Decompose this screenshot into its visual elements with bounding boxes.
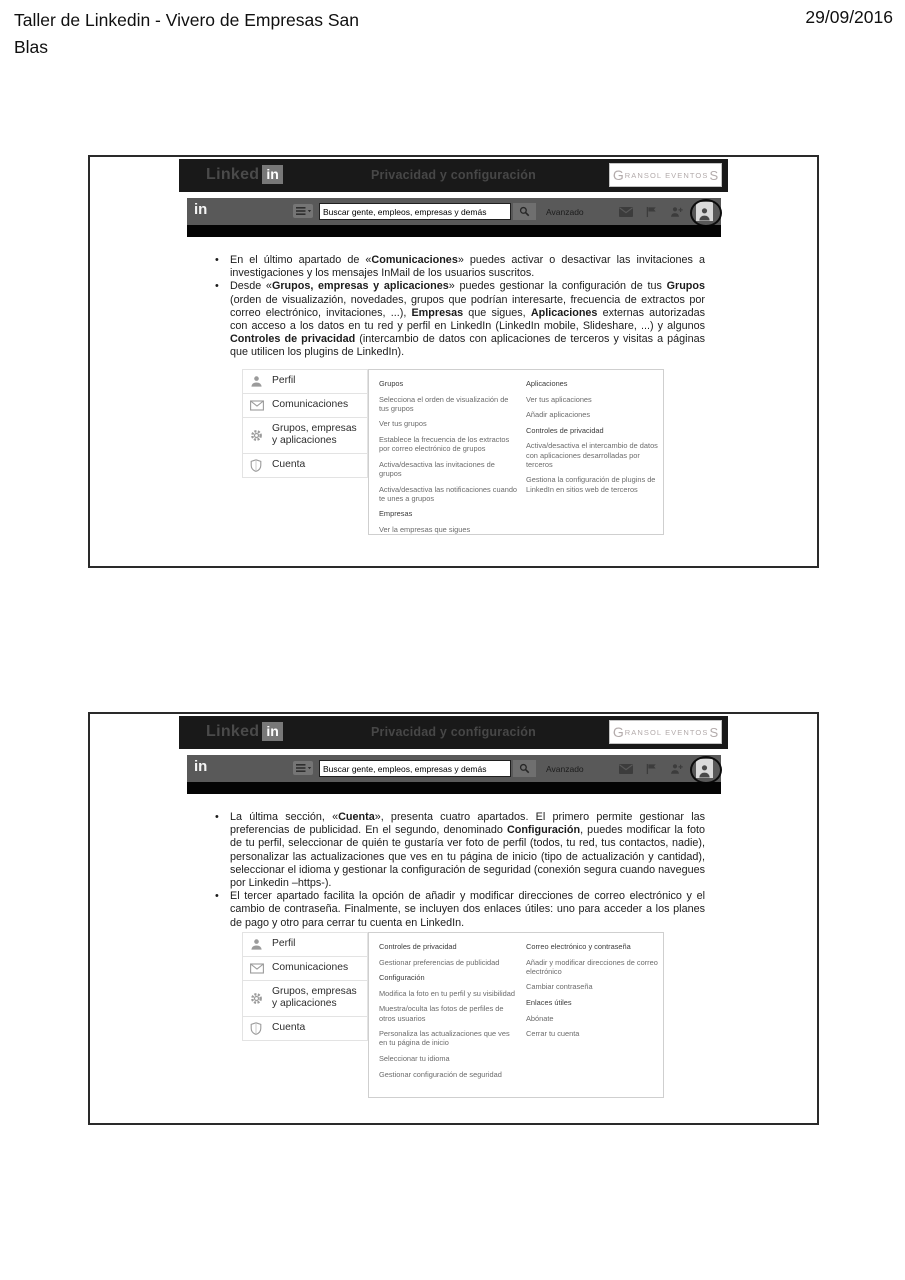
- settings-link[interactable]: Gestionar preferencias de publicidad: [379, 957, 500, 967]
- gear-icon: [250, 429, 265, 442]
- linkedin-navbar: [187, 198, 721, 225]
- bullet-list: [197, 811, 705, 930]
- nav-in-logo[interactable]: in: [194, 201, 208, 218]
- linkedin-logo: [206, 165, 283, 184]
- settings-panel: [368, 932, 664, 1098]
- search-input[interactable]: [319, 203, 511, 220]
- settings-link[interactable]: Gestiona la configuración de plugins de LinkedIn en sitios web de terceros: [526, 475, 656, 494]
- settings-section-header: Controles de privacidad: [526, 425, 604, 435]
- settings-section-header: Configuración: [379, 973, 425, 983]
- sidebar-item-grupos-empresas-aplicaciones[interactable]: [242, 980, 368, 1017]
- settings-sidebar: [242, 369, 368, 478]
- person-icon: [250, 375, 265, 388]
- sidebar-label: Grupos, empresas y aplicaciones: [272, 985, 357, 1009]
- search-input[interactable]: [319, 760, 511, 777]
- sidebar-label: Cuenta: [272, 1021, 306, 1033]
- settings-column-2: [526, 942, 664, 1045]
- brand-middle: RANSOL EVENTOS: [624, 170, 709, 180]
- settings-link[interactable]: Selecciona el orden de visualización de tus grupos: [379, 394, 509, 413]
- brand-final: S: [709, 167, 719, 183]
- advanced-search-link[interactable]: Avanzado: [546, 207, 584, 217]
- add-contact-icon[interactable]: [670, 763, 683, 775]
- envelope-icon: [250, 400, 265, 411]
- sidebar-item-perfil[interactable]: [242, 369, 368, 394]
- mail-icon[interactable]: [619, 207, 633, 217]
- settings-panel: [368, 369, 664, 535]
- settings-link[interactable]: Añadir aplicaciones: [526, 410, 591, 420]
- settings-link[interactable]: Muestra/oculta las fotos de perfiles de otros usuarios: [379, 1004, 504, 1023]
- person-icon: [250, 938, 265, 951]
- sidebar-item-perfil[interactable]: [242, 932, 368, 957]
- settings-link[interactable]: Activa/desactiva el intercambio de datos con aplicaciones desarrolladas por terceros: [526, 441, 658, 469]
- bullet-item: • Desde «Grupos, empresas y aplicaciones» puedes gestionar la configuración de tus Grupos (orden de visualizazión, novedades, grupos que podrían interesarte, frecuencia de extractos por correo electrónico, invitaciones, ...), Empresas que sigues, Aplicaciones externas autorizadas con acceso a los datos en tu red y perfil en LinkedIn (LinkedIn mobile, Slideshare, ...) y algunos Controles de privacidad (intercambio de datos con aplicaciones de terceros y visitas a páginas que utilicen los plugins de LinkedIn).: [197, 280, 705, 359]
- slide-2: [88, 712, 819, 1125]
- linkedin-logo-word: Linked: [206, 722, 260, 740]
- mail-icon[interactable]: [619, 764, 633, 774]
- settings-link[interactable]: Activa/desactiva las invitaciones de grupos: [379, 459, 495, 478]
- sidebar-item-comunicaciones[interactable]: [242, 956, 368, 981]
- flag-icon[interactable]: [646, 763, 657, 775]
- settings-link[interactable]: Ver tus aplicaciones: [526, 394, 592, 404]
- brand-initial: G: [612, 724, 624, 740]
- shield-icon: [250, 459, 265, 472]
- settings-link[interactable]: Ver la empresas que sigues: [379, 524, 471, 534]
- advanced-search-link[interactable]: Avanzado: [546, 764, 584, 774]
- bullet-item: • En el último apartado de «Comunicaciones» puedes activar o desactivar las invitaciones a investigaciones y los mensajes InMail de los usuarios suscritos.: [197, 254, 705, 280]
- sidebar-item-cuenta[interactable]: [242, 1016, 368, 1041]
- sidebar-label: Perfil: [272, 375, 296, 387]
- page-title: Taller de Linkedin - Vivero de Empresas San Blas: [14, 10, 360, 57]
- slide-1: [88, 155, 819, 568]
- nav-subbar: [187, 782, 721, 794]
- settings-column-1: [379, 942, 519, 1085]
- settings-link[interactable]: Seleccionar tu idioma: [379, 1053, 450, 1063]
- linkedin-navbar: [187, 755, 721, 782]
- avatar-image: [696, 202, 713, 221]
- add-contact-icon[interactable]: [670, 206, 683, 218]
- menu-icon[interactable]: [293, 204, 313, 223]
- flag-icon[interactable]: [646, 206, 657, 218]
- settings-link[interactable]: Añadir y modificar direcciones de correo electrónico: [526, 957, 658, 976]
- nav-in-logo[interactable]: in: [194, 758, 208, 775]
- brand-final: S: [709, 724, 719, 740]
- linkedin-in-icon: in: [262, 165, 282, 184]
- settings-section-header: Correo electrónico y contraseña: [526, 942, 631, 951]
- linkedin-header-bar: [179, 716, 728, 749]
- search-icon: [519, 206, 530, 217]
- settings-section-header: Aplicaciones: [526, 379, 568, 388]
- gear-icon: [250, 992, 265, 1005]
- bullet-item: • La última sección, «Cuenta», presenta cuatro apartados. El primero permite gestionar las preferencias de publicidad. En el segundo, denominado Configuración, puedes modificar la foto de tu perfil, seleccionar de quién te gustaría ver foto de perfil (todos, tu red, tus contactos, nadie), personalizar las actualizaciones que ves en tu página de inicio (tipo de actualización y cantidad), seleccionar el idioma y gestionar la configuración de seguridad (conexión segura cuando navegues por Linkedin –https-).: [197, 811, 705, 890]
- sidebar-item-comunicaciones[interactable]: [242, 393, 368, 418]
- search-button[interactable]: [513, 203, 536, 220]
- nav-icon-group: [619, 759, 713, 778]
- search-button[interactable]: [513, 760, 536, 777]
- girasol-eventos-logo: [609, 163, 722, 187]
- shield-icon: [250, 1022, 265, 1035]
- search-icon: [519, 763, 530, 774]
- settings-link[interactable]: Abónate: [526, 1013, 554, 1023]
- sidebar-label: Comunicaciones: [272, 399, 349, 410]
- nav-icon-group: [619, 202, 713, 221]
- settings-link[interactable]: Cerrar tu cuenta: [526, 1029, 580, 1039]
- profile-avatar[interactable]: [696, 759, 713, 778]
- settings-column-2: [526, 379, 664, 500]
- settings-section-header: Enlaces útiles: [526, 997, 572, 1007]
- sidebar-label: Perfil: [272, 938, 296, 950]
- header-title: Privacidad y configuración: [371, 725, 536, 739]
- linkedin-logo-word: Linked: [206, 165, 260, 183]
- brand-initial: G: [612, 167, 624, 183]
- settings-section-header: Controles de privacidad: [379, 942, 457, 951]
- sidebar-item-grupos-empresas-aplicaciones[interactable]: [242, 417, 368, 454]
- linkedin-in-icon: in: [262, 722, 282, 741]
- linkedin-header-bar: [179, 159, 728, 192]
- profile-avatar[interactable]: [696, 202, 713, 221]
- settings-section-header: Empresas: [379, 509, 413, 519]
- settings-sidebar: [242, 932, 368, 1041]
- menu-icon[interactable]: [293, 761, 313, 780]
- linkedin-logo: [206, 722, 283, 741]
- sidebar-item-cuenta[interactable]: [242, 453, 368, 478]
- settings-link[interactable]: Cambiar contraseña: [526, 982, 593, 992]
- header-title: Privacidad y configuración: [371, 168, 536, 182]
- bullet-list: [197, 254, 705, 360]
- bullet-item: • El tercer apartado facilita la opción de añadir y modificar direcciones de correo electrónico y el cambio de contraseña. Finalmente, se incluyen dos enlaces útiles: uno para acceder a los planes de pago y otro para cerrar tu cuenta en LinkedIn.: [197, 890, 705, 930]
- settings-link[interactable]: Modifica la foto en tu perfil y su visibilidad: [379, 988, 515, 998]
- settings-link[interactable]: Personaliza las actualizaciones que ves en tu página de inicio: [379, 1029, 510, 1048]
- avatar-image: [696, 759, 713, 778]
- settings-link[interactable]: Establece la frecuencia de los extractos por correo electrónico de grupos: [379, 434, 510, 454]
- settings-link[interactable]: Activa/desactiva las notificaciones cuando te unes a grupos: [379, 484, 518, 503]
- sidebar-label: Comunicaciones: [272, 962, 349, 973]
- envelope-icon: [250, 963, 265, 974]
- nav-subbar: [187, 225, 721, 237]
- page-date: 29/09/2016: [805, 7, 893, 27]
- sidebar-label: Grupos, empresas y aplicaciones: [272, 422, 357, 446]
- sidebar-label: Cuenta: [272, 458, 306, 470]
- brand-middle: RANSOL EVENTOS: [624, 727, 709, 737]
- settings-column-1: [379, 379, 519, 535]
- girasol-eventos-logo: [609, 720, 722, 744]
- settings-link[interactable]: Ver tus grupos: [379, 419, 427, 429]
- settings-link[interactable]: Gestionar configuración de seguridad: [379, 1069, 502, 1079]
- settings-section-header: Grupos: [379, 379, 404, 388]
